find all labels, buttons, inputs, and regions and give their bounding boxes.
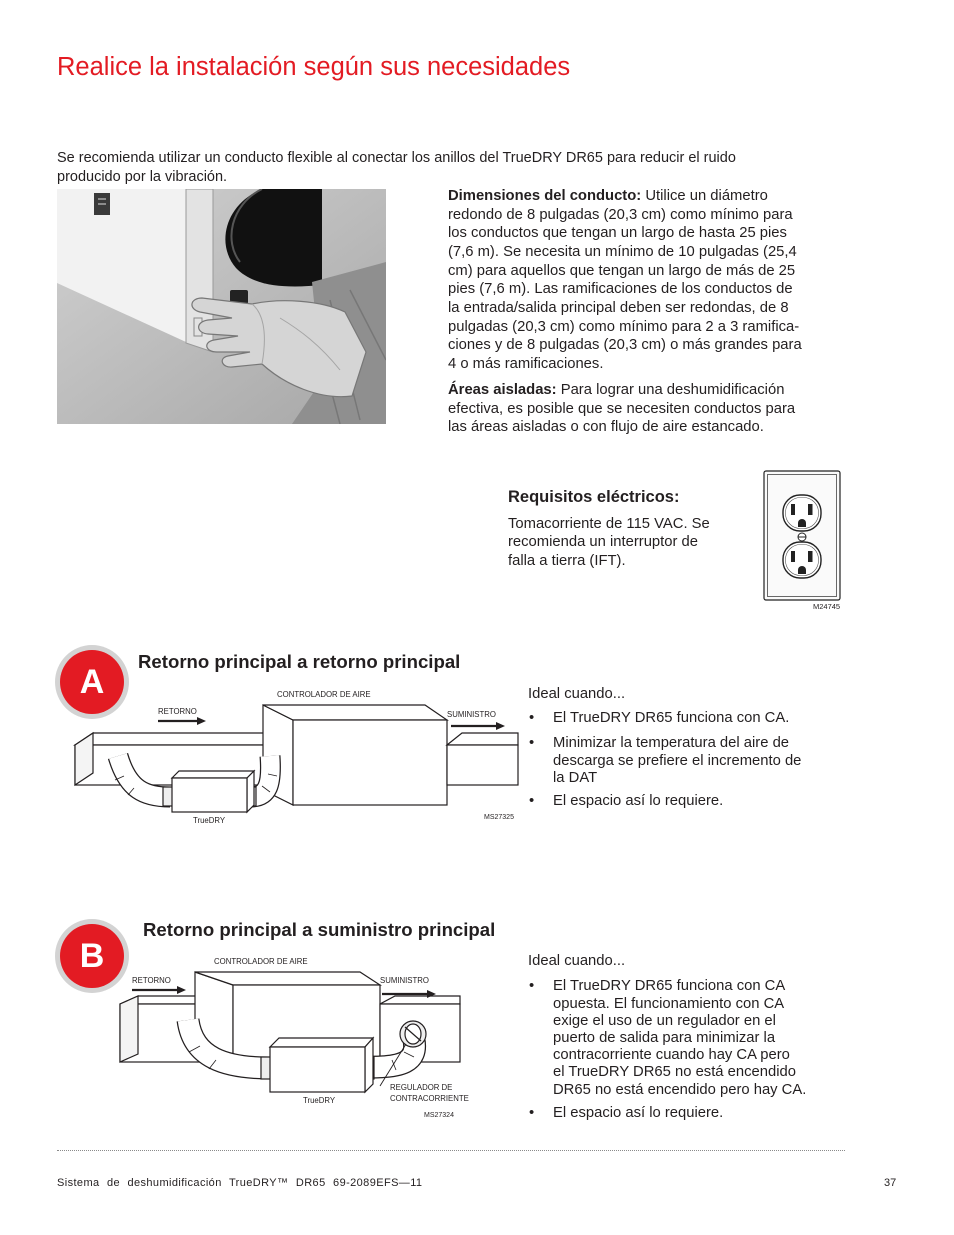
electrical-text: [508, 515, 710, 571]
text-line: pulgadas (20,3 cm) como mínimo para 2 a 3 ramifica-: [448, 318, 800, 335]
figure-id: MS27325: [484, 814, 514, 821]
bullet-glyph: •: [529, 1105, 535, 1122]
air-handler-label: CONTROLADOR DE AIRE: [277, 690, 371, 699]
isolated-areas-lead: Áreas aisladas:: [448, 382, 557, 398]
text-line: opuesta. El funcionamiento con CA: [553, 995, 785, 1012]
bullet-glyph: •: [529, 978, 535, 995]
installation-photo: [57, 189, 386, 424]
bullet-glyph: •: [529, 793, 535, 810]
damper-label-line: CONTRACORRIENTE: [390, 1094, 469, 1103]
text-line: los conductos que tengan un largo de hasta 25 pies: [448, 225, 787, 242]
badge-letter: A: [60, 650, 124, 714]
text-line: producido por la vibración.: [57, 169, 228, 185]
bullet-text: [528, 710, 789, 727]
supply-label: SUMINISTRO: [447, 710, 496, 719]
text-line-part: Para lograr una deshumidificación: [560, 382, 785, 398]
bullet-text: [528, 1105, 723, 1122]
return-label: RETORNO: [132, 976, 171, 985]
bullet-text: [528, 735, 801, 787]
text-line: Se recomienda utilizar un conducto flexible al conectar los anillos del TrueDRY DR65 para reducir el ruido: [57, 150, 736, 166]
text-line: (7,6 m). Se necesita un mínimo de 10 pulgadas (25,4: [448, 244, 797, 261]
text-line: El espacio así lo requiere.: [553, 793, 724, 810]
air-handler: [263, 705, 447, 805]
text-line: 4 o más ramificaciones.: [448, 356, 604, 373]
text-line: la entrada/salida principal deben ser redondas, de 8: [448, 300, 789, 317]
unit-label: TrueDRY: [193, 816, 226, 825]
text-line: recomienda un interruptor de: [508, 534, 699, 551]
text-line: El espacio así lo requiere.: [553, 1105, 724, 1122]
electrical-outlet-illustration: [760, 468, 844, 604]
text-line: la DAT: [553, 769, 598, 786]
bullet-item: [528, 735, 801, 787]
footer-document-id: Sistema de deshumidificación TrueDRY™ DR65 69-2089EFS—11: [57, 1177, 423, 1189]
supply-duct: [447, 733, 518, 785]
page-title: Realice la instalación según sus necesidades: [57, 53, 571, 81]
text-line: descarga se prefiere el incremento de: [553, 752, 802, 769]
paragraph-lines: [448, 400, 795, 437]
return-label: RETORNO: [158, 707, 197, 716]
text-line: El TrueDRY DR65 funciona con CA.: [553, 710, 790, 727]
option-b-heading: Retorno principal a suministro principal: [143, 919, 496, 940]
option-a-heading: Retorno principal a retorno principal: [138, 651, 461, 672]
text-line: falla a tierra (IFT).: [508, 552, 626, 569]
receptacle-bottom: [783, 542, 821, 578]
text-line: efectiva, es posible que se necesiten conductos para: [448, 400, 796, 417]
intro-paragraph: [57, 149, 736, 187]
text-line-part: Utilice un diámetro: [645, 188, 768, 204]
truedry-unit: [261, 1038, 374, 1092]
supply-label: SUMINISTRO: [380, 976, 429, 985]
bullet-glyph: •: [529, 710, 535, 727]
text-line: ciones y de 8 pulgadas (20,3 cm) o más grandes para: [448, 337, 802, 354]
duct-dimensions-paragraph: [448, 187, 802, 374]
badge-letter: B: [60, 924, 124, 988]
duct-dimensions-lead: Dimensiones del conducto:: [448, 188, 642, 204]
bullet-text: [528, 793, 723, 810]
text-line: cm) para aquellos que tengan un largo de más de 25: [448, 262, 796, 279]
receptacle-top: [783, 495, 821, 531]
text-line: Tomacorriente de 115 VAC. Se: [508, 515, 710, 532]
text-line: redondo de 8 pulgadas (20,3 cm) como mínimo para: [448, 206, 793, 223]
option-b-diagram: [110, 950, 470, 1125]
bullet-item: [528, 978, 806, 1098]
footer-divider: [57, 1150, 845, 1151]
paragraph-lines: [448, 206, 802, 374]
electrical-heading: Requisitos eléctricos:: [508, 488, 680, 506]
page-number: 37: [884, 1177, 897, 1189]
text-line: [448, 187, 802, 206]
bullet-text: [528, 978, 806, 1098]
bullet-glyph: •: [529, 735, 535, 752]
backdraft-damper: [400, 1021, 426, 1047]
return-arrow: [158, 717, 206, 725]
bullet-item: [528, 793, 723, 810]
bullet-item: [528, 710, 789, 727]
plate-screw: [798, 533, 806, 541]
isolated-areas-paragraph: [448, 381, 795, 437]
unit-label: TrueDRY: [303, 1096, 336, 1105]
text-line: DR65 no está encendido pero hay CA.: [553, 1081, 807, 1098]
text-line: puerto de salida para minimizar la: [553, 1030, 776, 1046]
text-line: pies (7,6 m). Las ramificaciones de los conductos de: [448, 281, 793, 298]
option-b-ideal-intro: Ideal cuando...: [528, 953, 626, 970]
text-line: las áreas aisladas o con flujo de aire estancado.: [448, 419, 764, 435]
outlet-figure-id: M24745: [813, 602, 841, 611]
supply-arrow: [451, 722, 505, 730]
text-line: Minimizar la temperatura del aire de: [553, 735, 790, 752]
text-line: El TrueDRY DR65 funciona con CA: [553, 978, 786, 995]
figure-id: MS27324: [424, 1112, 454, 1119]
text-line: el TrueDRY DR65 no está encendido: [553, 1064, 796, 1081]
option-a-ideal-intro: Ideal cuando...: [528, 686, 626, 703]
bullet-item: [528, 1105, 723, 1122]
return-arrow: [132, 986, 186, 994]
truedry-unit: [163, 771, 256, 812]
text-line: exige el uso de un regulador en el: [553, 1012, 776, 1029]
damper-label-line: REGULADOR DE: [390, 1083, 453, 1092]
text-line: [448, 381, 795, 400]
text-line: contracorriente cuando hay CA pero: [553, 1047, 790, 1064]
air-handler-label: CONTROLADOR DE AIRE: [214, 957, 308, 966]
option-a-diagram: [60, 680, 530, 840]
